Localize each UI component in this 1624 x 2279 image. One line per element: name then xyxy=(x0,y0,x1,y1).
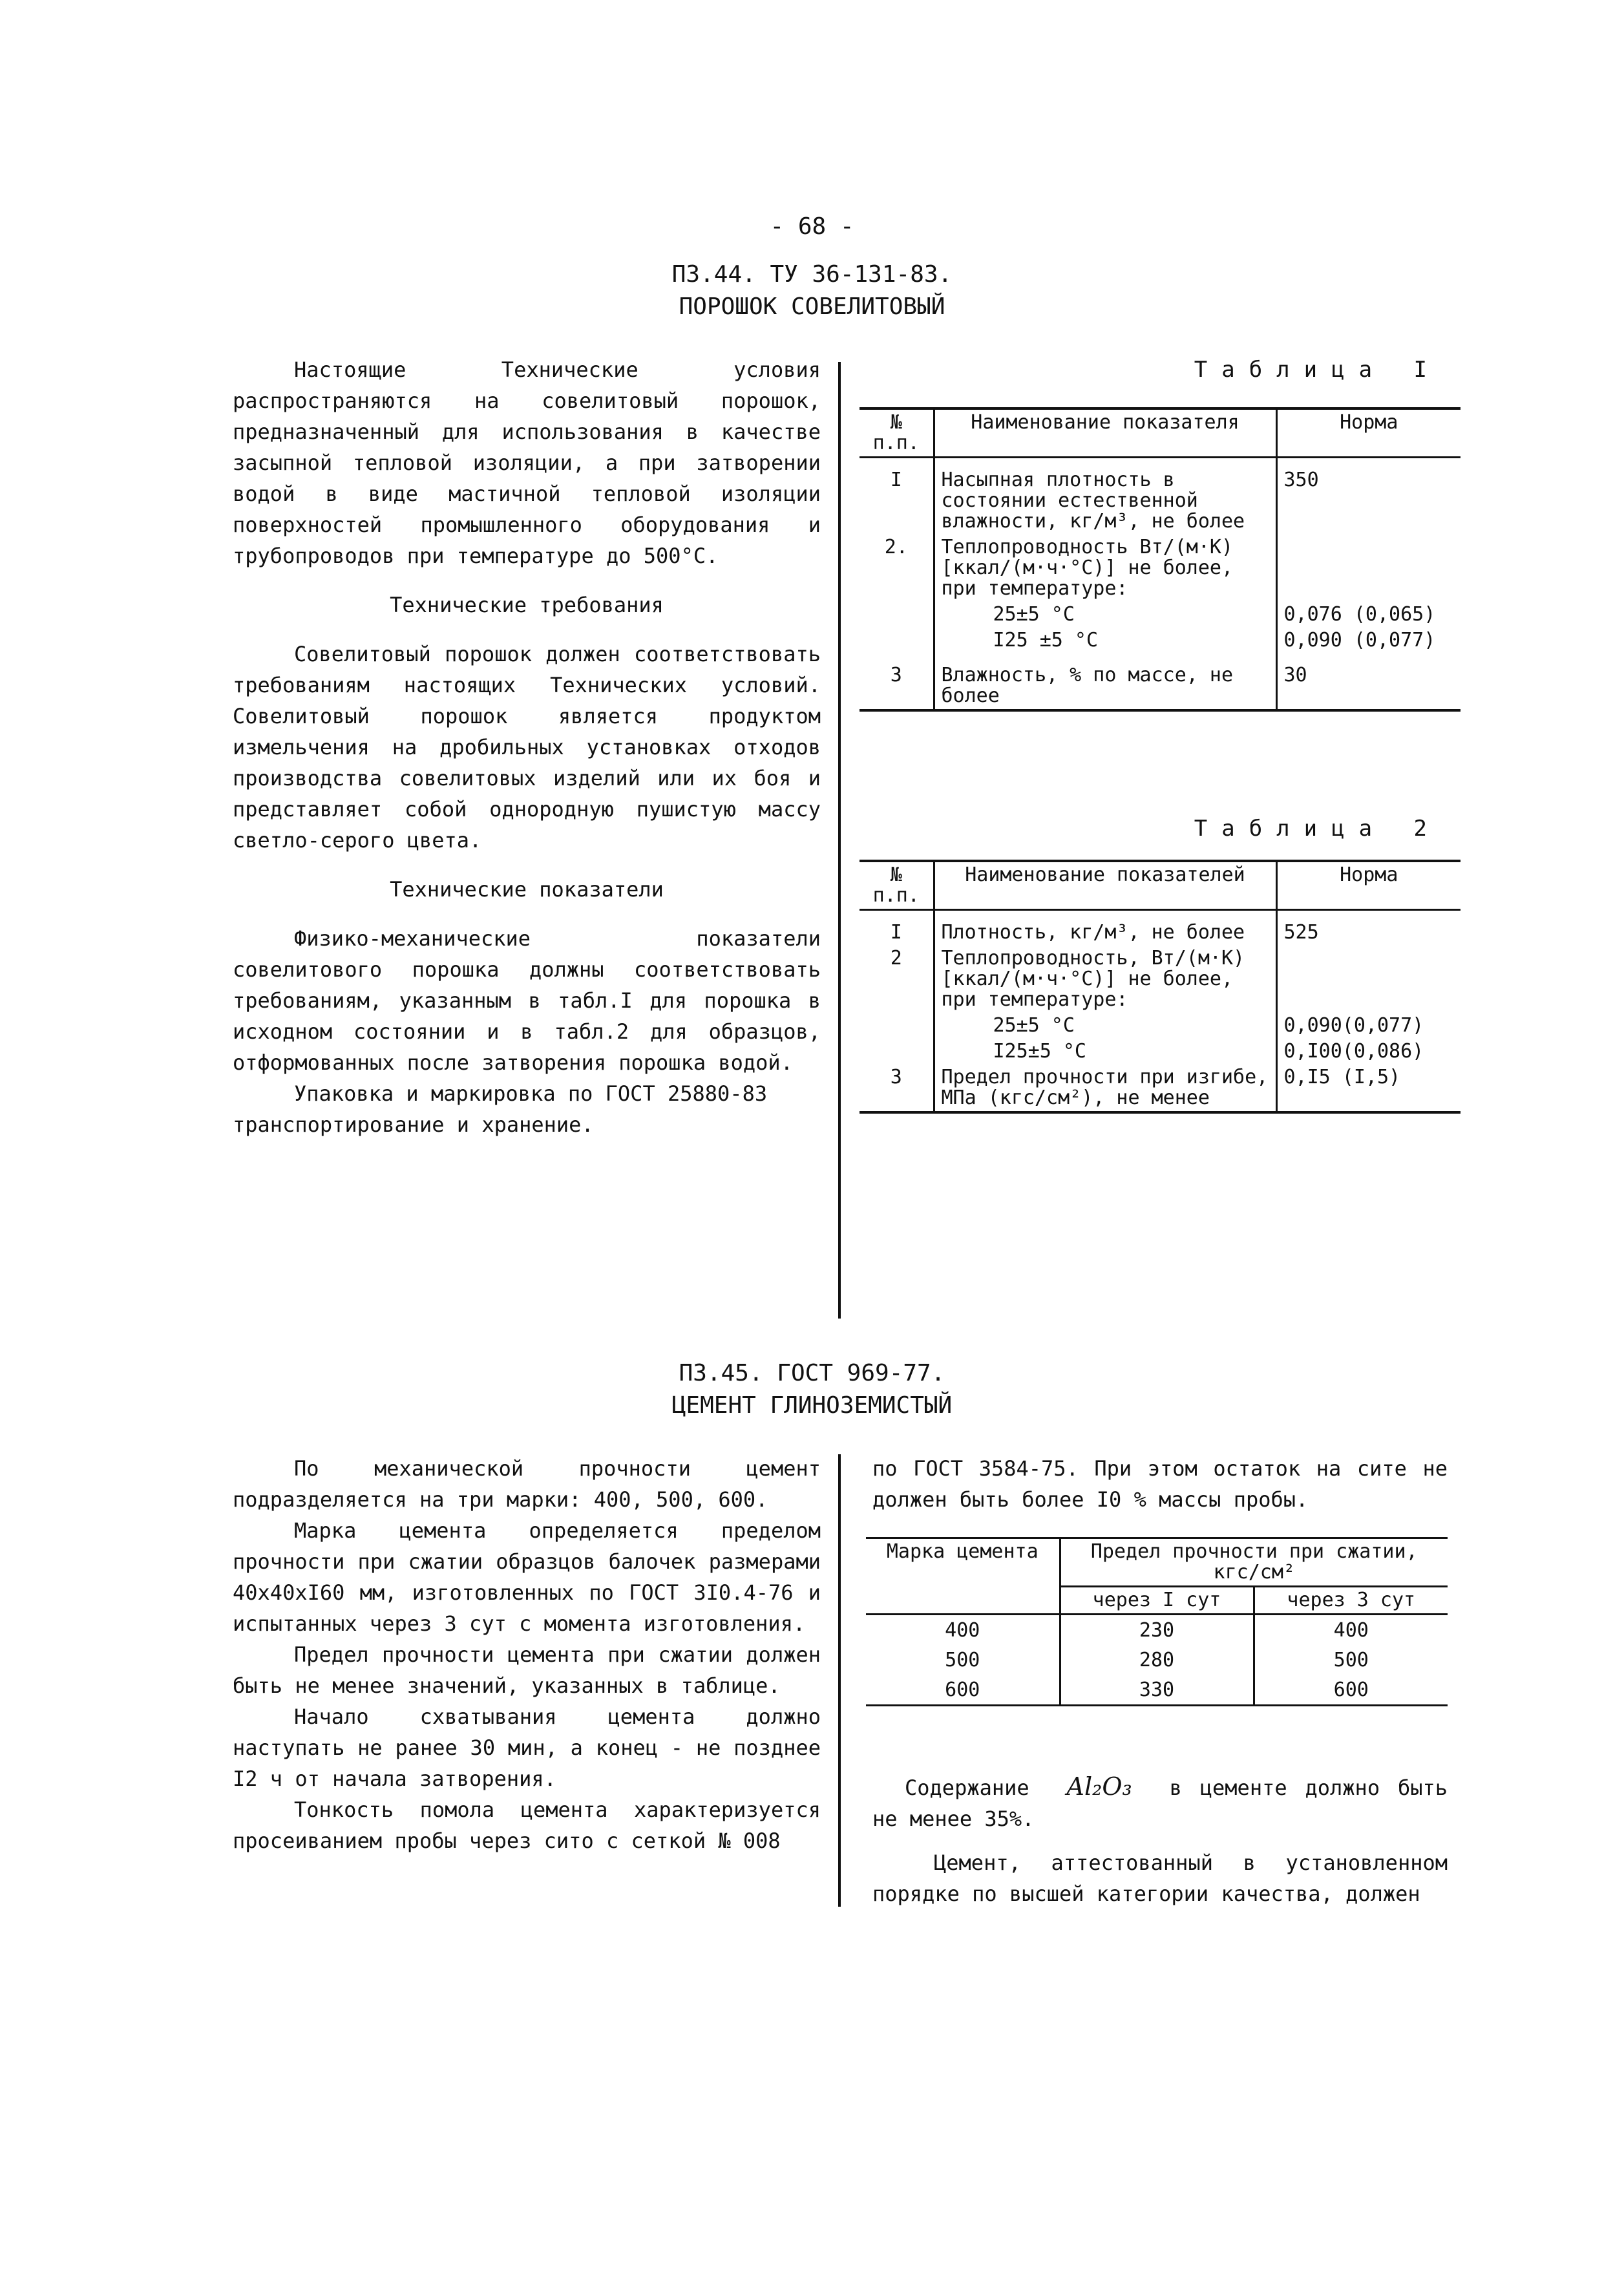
table-cell-1-day: 280 xyxy=(1060,1645,1254,1675)
table-cell-name: Теплопроводность, Вт/(м·К) [ккал/(м·ч·°С)] не более, при температуре: xyxy=(934,946,1276,1013)
text-paragraph: Тонкость помола цемента характеризуется просеиванием пробы через сито с сеткой № 008 xyxy=(233,1797,821,1853)
table-row xyxy=(859,535,1461,602)
table-1-header-name: Наименование показателя xyxy=(934,408,1276,458)
section-2-right-intro: по ГОСТ 3584-75. При этом остаток на сите не должен быть более I0 % массы пробы. xyxy=(872,1456,1448,1512)
table-cell-3-day: 400 xyxy=(1254,1615,1448,1646)
table-cell-name: Насыпная плотность в состоянии естественной влажности, кг/м³, не более xyxy=(934,458,1276,535)
table-cell-norm: 350 xyxy=(1276,458,1461,535)
table-1 xyxy=(859,407,1461,712)
table-cell-num: 2. xyxy=(884,536,908,558)
table-cell-1-day: 330 xyxy=(1060,1675,1254,1706)
table-cell-num: I xyxy=(890,921,902,944)
closing-paragraph: Цемент, аттестованный в установленном порядке по высшей категории качества, должен xyxy=(872,1850,1448,1906)
table-cell-norm xyxy=(1276,946,1461,1013)
alumina-content-paragraph xyxy=(872,1771,1448,1834)
intro-paragraph: Настоящие Технические условия распространяются на совелитовый порошок, предназначенный для использования в качестве засыпной тепловой изоляции, а при затворении водой в виде мастичной тепловой изоляции поверхностей промышленного оборудования и трубопроводов при температуре до 500°С. xyxy=(233,357,821,568)
packing-line-1: Упаковка и маркировка по ГОСТ 25880-83 xyxy=(294,1081,768,1106)
table-row xyxy=(859,458,1461,535)
page-number: - 68 - xyxy=(770,213,854,240)
table-cell-grade: 400 xyxy=(945,1619,980,1642)
table-cell-name: Влажность, % по массе, не более xyxy=(934,653,1276,710)
table-cell-grade: 500 xyxy=(945,1649,980,1671)
table-cell-name: Предел прочности при изгибе, МПа (кгс/см²), не менее xyxy=(934,1065,1276,1112)
table-row xyxy=(866,1645,1448,1675)
table-cell-name: 25±5 °С xyxy=(934,1013,1276,1039)
table-row xyxy=(859,628,1461,653)
section-title-2 xyxy=(0,1357,1624,1422)
text-paragraph: Предел прочности цемента при сжатии должен быть не менее значений, указанных в таблице. xyxy=(233,1642,821,1698)
table-cell-name: 25±5 °С xyxy=(934,602,1276,628)
table-cell-1-day: 230 xyxy=(1060,1615,1254,1646)
table-row xyxy=(859,946,1461,1013)
text-paragraph: Начало схватывания цемента должно наступать не ранее 30 мин, а конец - не позднее I2 ч от начала затворения. xyxy=(233,1704,821,1791)
table-2-header-name: Наименование показателей xyxy=(934,861,1276,910)
table-cell-grade: 600 xyxy=(945,1679,980,1701)
table-cell-norm: 525 xyxy=(1276,910,1461,946)
table-cell-norm: 0,I5 (I,5) xyxy=(1276,1065,1461,1112)
table-cell-num: I xyxy=(890,469,902,491)
table-cell-num: 3 xyxy=(890,1066,902,1088)
content-text-after: в цементе должно быть не менее 35%. xyxy=(872,1776,1448,1831)
table-row xyxy=(859,910,1461,946)
table-cell-norm: 0,090 (0,077) xyxy=(1276,628,1461,653)
alumina-formula: Al₂O₃ xyxy=(1066,1772,1132,1801)
table-2-header-num: № п.п. xyxy=(859,861,934,910)
section-title-1-line1: П3.44. ТУ 36-131-83. xyxy=(671,261,953,288)
section-title-1 xyxy=(0,259,1624,323)
section-title-1-line2: ПОРОШОК СОВЕЛИТОВЫЙ xyxy=(679,293,945,320)
table-cell-name: Плотность, кг/м³, не более xyxy=(934,910,1276,946)
table-row xyxy=(859,1013,1461,1039)
section-title-2-line2: ЦЕМЕНТ ГЛИНОЗЕМИСТЫЙ xyxy=(671,1392,953,1419)
table-cell-3-day: 500 xyxy=(1254,1645,1448,1675)
table-1-header-norm: Норма xyxy=(1276,408,1461,458)
table-cell-3-day: 600 xyxy=(1254,1675,1448,1706)
text-paragraph: По механической прочности цемент подразделяется на три марки: 400, 500, 600. xyxy=(233,1456,821,1512)
table-cell-name: I25±5 °С xyxy=(934,1039,1276,1065)
header-strength: Предел прочности при сжатии, кгс/см² xyxy=(1060,1538,1448,1587)
table-2 xyxy=(859,860,1461,1114)
table-cell-norm xyxy=(1276,535,1461,602)
table-cell-num xyxy=(859,1013,934,1039)
table-row xyxy=(866,1675,1448,1706)
heading-requirements: Технические требования xyxy=(390,593,664,617)
heading-indicators: Технические показатели xyxy=(390,877,664,902)
requirements-paragraph: Совелитовый порошок должен соответствовать требованиям настоящих Технических условий. Совелитовый порошок является продуктом измельчения на дробильных установках отходов производства совелитовых изделий или их боя и представляет собой однородную пушистую массу светло-серого цвета. xyxy=(233,642,821,853)
table-cell-num: 3 xyxy=(890,664,902,686)
table-cell-norm: 0,076 (0,065) xyxy=(1276,602,1461,628)
table-cell-norm: 0,090(0,077) xyxy=(1276,1013,1461,1039)
header-3-day: через 3 сут xyxy=(1254,1587,1448,1615)
table-cell-norm: 30 xyxy=(1276,653,1461,710)
table-row xyxy=(859,653,1461,710)
column-divider-1 xyxy=(838,362,841,1319)
header-grade: Марка цемента xyxy=(866,1538,1060,1615)
section-1-left-column xyxy=(233,354,821,1140)
header-1-day: через I сут xyxy=(1060,1587,1254,1615)
indicators-paragraph: Физико-механические показатели совелитового порошка должны соответствовать требованиям, указанным в табл.I для порошка в исходном состоянии и в табл.2 для образцов, отформованных после затворения порошка водой. xyxy=(233,926,821,1075)
content-text-before: Содержание xyxy=(905,1776,1029,1800)
table-row xyxy=(859,1065,1461,1112)
cement-strength-table xyxy=(866,1537,1448,1706)
table-cell-num: 2 xyxy=(890,947,902,970)
table-row xyxy=(859,602,1461,628)
table-row xyxy=(866,1615,1448,1646)
table-cell-name: Теплопроводность Вт/(м·К) [ккал/(м·ч·°С)] не более, при температуре: xyxy=(934,535,1276,602)
table-cell-num xyxy=(859,602,934,628)
table-1-caption: Таблица I xyxy=(1194,357,1441,383)
table-1-header-num: № п.п. xyxy=(859,408,934,458)
table-cell-num xyxy=(859,628,934,653)
column-divider-2 xyxy=(838,1454,841,1907)
table-row xyxy=(859,1039,1461,1065)
table-cell-norm: 0,I00(0,086) xyxy=(1276,1039,1461,1065)
text-paragraph: Марка цемента определяется пределом прочности при сжатии образцов балочек размерами 40x40xI60 мм, изготовленных по ГОСТ 3I0.4-76 и испытанных через 3 сут с момента изготовления. xyxy=(233,1518,821,1636)
table-cell-name: I25 ±5 °С xyxy=(934,628,1276,653)
table-2-header-norm: Норма xyxy=(1276,861,1461,910)
section-title-2-line1: П3.45. ГОСТ 969-77. xyxy=(679,1360,945,1386)
table-cell-num xyxy=(859,1039,934,1065)
packing-line-2: транспортирование и хранение. xyxy=(233,1112,594,1137)
table-2-caption: Таблица 2 xyxy=(1194,816,1441,842)
section-2-left-column xyxy=(233,1453,821,1856)
